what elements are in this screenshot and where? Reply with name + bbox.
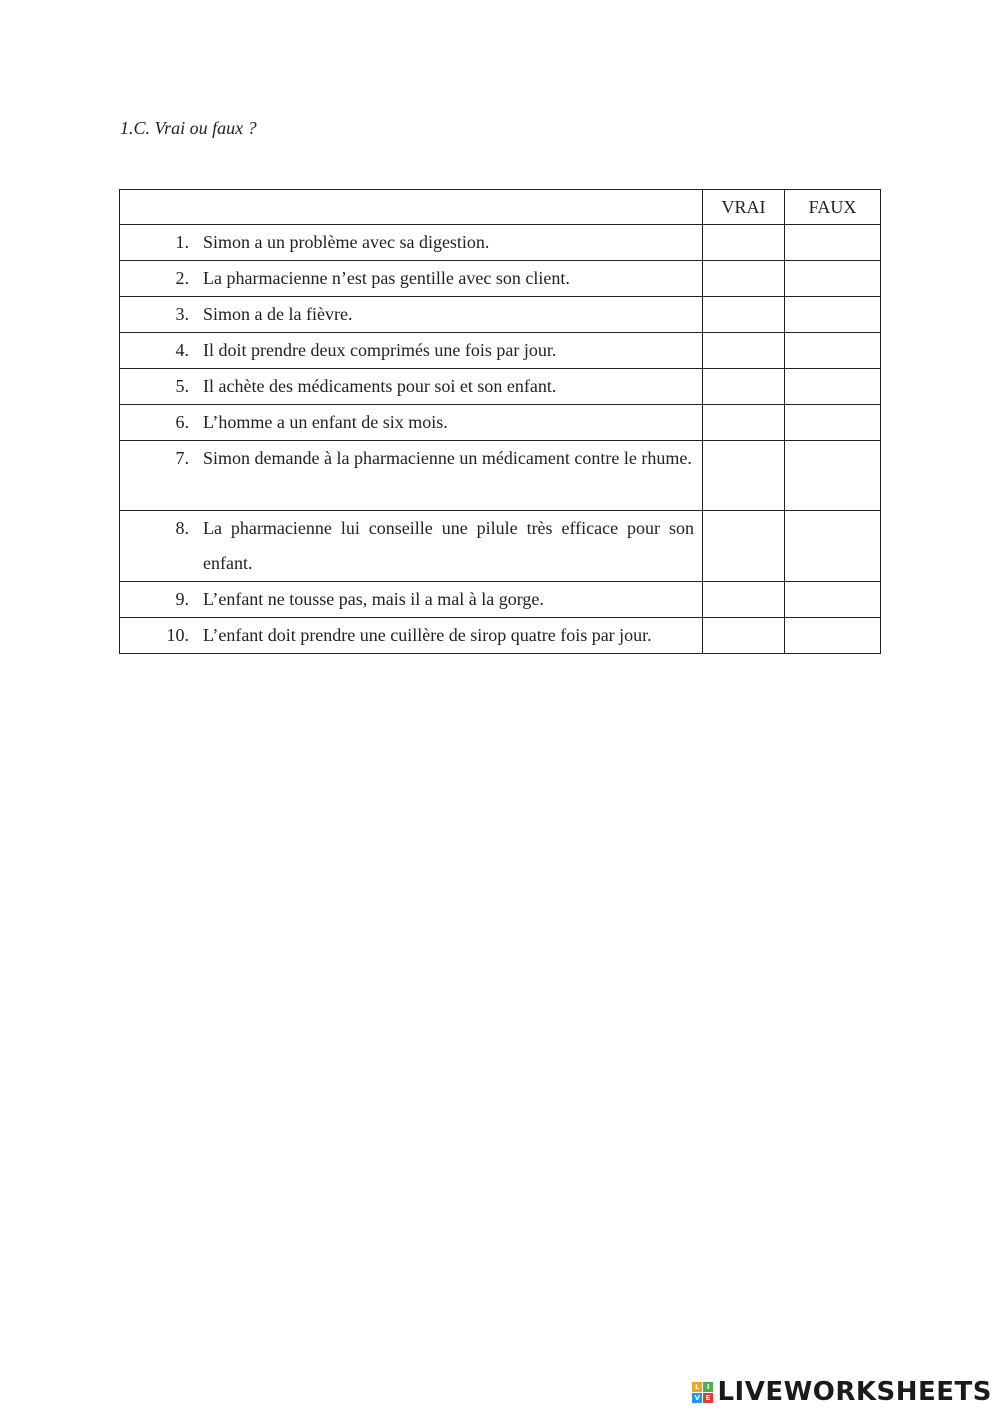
logo-block-icon: I	[703, 1382, 713, 1392]
liveworksheets-logo	[692, 1377, 992, 1407]
statement-number: 4.	[175, 340, 189, 360]
statement-cell	[120, 297, 703, 333]
table-row	[120, 511, 881, 582]
table-row	[120, 369, 881, 405]
statement-cell	[120, 405, 703, 441]
liveworksheets-logo-icon	[692, 1382, 713, 1403]
statement-cell	[120, 511, 703, 582]
statement-cell	[120, 618, 703, 654]
statement-cell	[120, 333, 703, 369]
statement-cell	[120, 261, 703, 297]
table-row	[120, 297, 881, 333]
statement-text: Simon a de la fièvre.	[203, 304, 353, 324]
table-row	[120, 333, 881, 369]
statement-number: 9.	[175, 589, 189, 609]
header-faux: FAUX	[785, 190, 881, 225]
answer-faux-cell[interactable]	[785, 405, 881, 441]
table-row	[120, 618, 881, 654]
statement-cell	[120, 582, 703, 618]
answer-vrai-cell[interactable]	[703, 441, 785, 511]
statement-text: L’homme a un enfant de six mois.	[203, 412, 448, 432]
statement-text: Simon a un problème avec sa digestion.	[203, 232, 490, 252]
table-row	[120, 261, 881, 297]
statement-number: 2.	[175, 268, 189, 288]
answer-vrai-cell[interactable]	[703, 261, 785, 297]
statement-text: Il doit prendre deux comprimés une fois par jour.	[203, 340, 557, 360]
statement-text: L’enfant doit prendre une cuillère de sirop quatre fois par jour.	[203, 625, 652, 645]
liveworksheets-brand-text: LIVEWORKSHEETS	[717, 1377, 992, 1407]
table-row	[120, 405, 881, 441]
logo-block-icon: L	[692, 1382, 702, 1392]
table-row	[120, 441, 881, 511]
true-false-table	[119, 189, 881, 654]
exercise-heading: 1.C. Vrai ou faux ?	[120, 118, 257, 138]
table-row	[120, 225, 881, 261]
header-statement	[120, 190, 703, 225]
statement-text: Il achète des médicaments pour soi et son enfant.	[203, 376, 557, 396]
table-row	[120, 582, 881, 618]
statement-number: 7.	[175, 448, 189, 468]
header-vrai: VRAI	[703, 190, 785, 225]
answer-faux-cell[interactable]	[785, 333, 881, 369]
statement-number: 8.	[175, 518, 189, 538]
answer-vrai-cell[interactable]	[703, 511, 785, 582]
statement-number: 5.	[175, 376, 189, 396]
answer-faux-cell[interactable]	[785, 261, 881, 297]
answer-faux-cell[interactable]	[785, 369, 881, 405]
answer-vrai-cell[interactable]	[703, 297, 785, 333]
answer-faux-cell[interactable]	[785, 297, 881, 333]
logo-block-icon: E	[703, 1393, 713, 1403]
answer-faux-cell[interactable]	[785, 225, 881, 261]
statement-cell	[120, 369, 703, 405]
logo-block-icon: V	[692, 1393, 702, 1403]
answer-vrai-cell[interactable]	[703, 618, 785, 654]
answer-vrai-cell[interactable]	[703, 582, 785, 618]
answer-faux-cell[interactable]	[785, 582, 881, 618]
statement-number: 1.	[175, 232, 189, 252]
answer-faux-cell[interactable]	[785, 511, 881, 582]
statement-text: La pharmacienne n’est pas gentille avec son client.	[203, 268, 570, 288]
statement-number: 10.	[166, 625, 189, 645]
statement-text: L’enfant ne tousse pas, mais il a mal à la gorge.	[203, 589, 544, 609]
answer-faux-cell[interactable]	[785, 618, 881, 654]
table-header-row	[120, 190, 881, 225]
answer-vrai-cell[interactable]	[703, 333, 785, 369]
answer-vrai-cell[interactable]	[703, 225, 785, 261]
statement-number: 3.	[175, 304, 189, 324]
statement-cell	[120, 225, 703, 261]
statement-text: Simon demande à la pharmacienne un médicament contre le rhume.	[203, 448, 692, 468]
statement-cell	[120, 441, 703, 511]
statement-number: 6.	[175, 412, 189, 432]
answer-vrai-cell[interactable]	[703, 405, 785, 441]
answer-vrai-cell[interactable]	[703, 369, 785, 405]
statement-text: La pharmacienne lui conseille une pilule très efficace pour son enfant.	[203, 518, 694, 573]
answer-faux-cell[interactable]	[785, 441, 881, 511]
